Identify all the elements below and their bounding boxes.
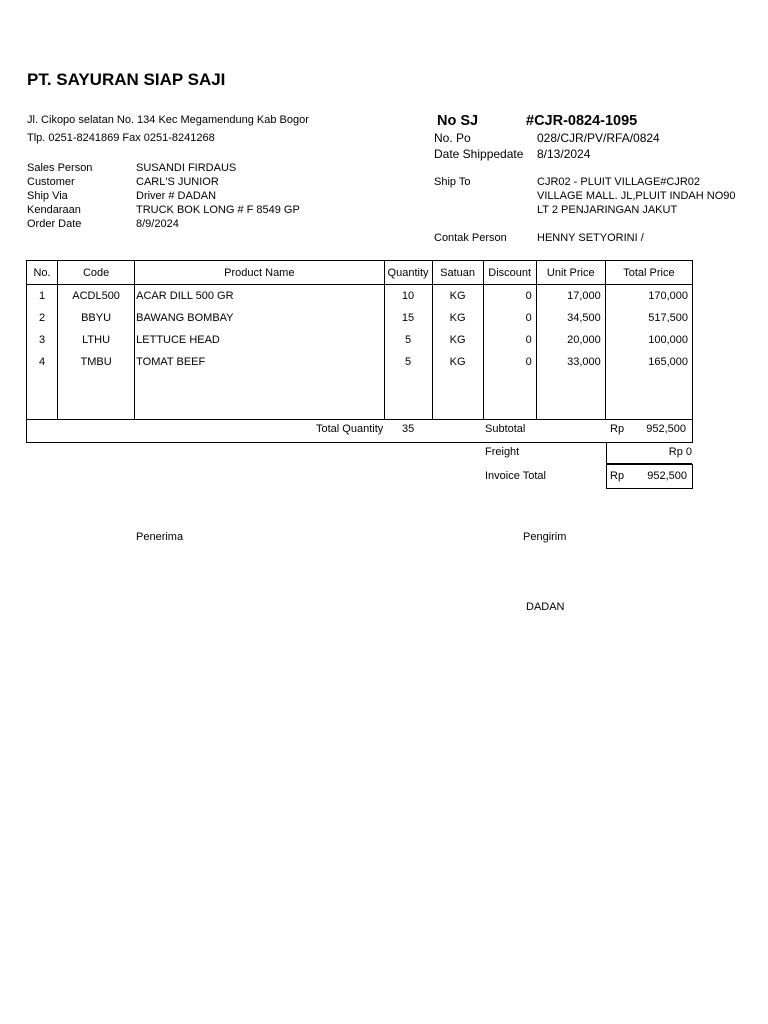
header-total-price: Total Price	[605, 261, 692, 285]
no-sj-value: #CJR-0824-1095	[526, 113, 638, 129]
cell-code: LTHU	[58, 329, 135, 351]
customer-label: Customer	[27, 176, 75, 188]
items-table	[26, 260, 693, 420]
header-satuan: Satuan	[432, 261, 483, 285]
sales-label: Sales Person	[27, 162, 93, 174]
cell-quantity: 5	[384, 329, 432, 351]
subtotal-label: Subtotal	[485, 423, 526, 435]
cell-unit-price: 33,000	[536, 351, 605, 373]
contact-label: Contak Person	[434, 232, 507, 244]
header-quantity: Quantity	[384, 261, 432, 285]
invoice-total-label: Invoice Total	[485, 470, 546, 482]
no-sj-label: No SJ	[437, 113, 479, 129]
sales-value: SUSANDI FIRDAUS	[136, 162, 237, 174]
cell-discount: 0	[483, 307, 536, 329]
cell-no: 1	[27, 285, 58, 308]
cell-satuan: KG	[432, 329, 483, 351]
header-code: Code	[58, 261, 135, 285]
ship-date-label: Date Shippedate	[434, 147, 524, 161]
shipvia-value: Driver # DADAN	[136, 190, 217, 202]
cell-unit-price: 34,500	[536, 307, 605, 329]
cell-no: 4	[27, 351, 58, 373]
cell-product: ACAR DILL 500 GR	[135, 285, 384, 308]
header-no: No.	[27, 261, 58, 285]
cell-unit-price: 20,000	[536, 329, 605, 351]
header-product-name: Product Name	[135, 261, 384, 285]
receiver-label: Penerima	[136, 531, 184, 543]
cell-discount: 0	[483, 351, 536, 373]
cell-unit-price: 17,000	[536, 285, 605, 308]
invoice-total-box	[606, 464, 693, 489]
cell-product: LETTUCE HEAD	[135, 329, 384, 351]
customer-value: CARL'S JUNIOR	[136, 176, 219, 188]
cell-satuan: KG	[432, 285, 483, 308]
shipvia-label: Ship Via	[27, 190, 68, 202]
table-row	[27, 329, 693, 351]
company-phone: Tlp. 0251-8241869 Fax 0251-8241268	[27, 132, 215, 144]
sender-label: Pengirim	[523, 531, 567, 543]
ship-to-line1: CJR02 - PLUIT VILLAGE#CJR02	[537, 176, 701, 188]
ship-to-label: Ship To	[434, 176, 471, 188]
total-quantity-value: 35	[402, 423, 415, 435]
cell-discount: 0	[483, 329, 536, 351]
cell-product: BAWANG BOMBAY	[135, 307, 384, 329]
cell-total-price: 100,000	[605, 329, 692, 351]
cell-code: BBYU	[58, 307, 135, 329]
no-po-label: No. Po	[434, 131, 471, 145]
freight-value: Rp 0	[668, 446, 692, 458]
header-unit-price: Unit Price	[536, 261, 605, 285]
company-name: PT. SAYURAN SIAP SAJI	[27, 70, 226, 89]
ship-to-line2: VILLAGE MALL. JL,PLUIT INDAH NO90	[537, 190, 736, 202]
cell-quantity: 10	[384, 285, 432, 308]
invoice-total-value: 952,500	[647, 470, 687, 482]
totals-row	[26, 418, 693, 443]
cell-satuan: KG	[432, 351, 483, 373]
invoice-currency: Rp	[610, 470, 625, 482]
vehicle-label: Kendaraan	[27, 204, 81, 216]
cell-quantity: 5	[384, 351, 432, 373]
header-discount: Discount	[483, 261, 536, 285]
vehicle-value: TRUCK BOK LONG # F 8549 GP	[136, 204, 300, 216]
cell-no: 3	[27, 329, 58, 351]
order-date-value: 8/9/2024	[136, 218, 179, 230]
contact-value: HENNY SETYORINI /	[537, 232, 644, 244]
total-quantity-label: Total Quantity	[316, 423, 384, 435]
table-row	[27, 351, 693, 373]
cell-discount: 0	[483, 285, 536, 308]
subtotal-value: 952,500	[646, 423, 686, 435]
order-date-label: Order Date	[27, 218, 82, 230]
cell-total-price: 165,000	[605, 351, 692, 373]
cell-quantity: 15	[384, 307, 432, 329]
cell-product: TOMAT BEEF	[135, 351, 384, 373]
subtotal-currency: Rp	[610, 423, 625, 435]
cell-code: TMBU	[58, 351, 135, 373]
cell-total-price: 170,000	[605, 285, 692, 308]
table-header-row	[27, 261, 693, 285]
table-row	[27, 285, 693, 308]
cell-total-price: 517,500	[605, 307, 692, 329]
freight-label: Freight	[485, 446, 520, 458]
table-blank-row	[27, 373, 693, 420]
table-row	[27, 307, 693, 329]
cell-satuan: KG	[432, 307, 483, 329]
sender-name: DADAN	[526, 601, 565, 613]
freight-box	[606, 443, 692, 464]
ship-to-line3: LT 2 PENJARINGAN JAKUT	[537, 204, 678, 216]
company-address: Jl. Cikopo selatan No. 134 Kec Megamendung Kab Bogor	[27, 114, 309, 126]
cell-code: ACDL500	[58, 285, 135, 308]
cell-no: 2	[27, 307, 58, 329]
ship-date-value: 8/13/2024	[537, 147, 591, 161]
no-po-value: 028/CJR/PV/RFA/0824	[537, 131, 660, 145]
